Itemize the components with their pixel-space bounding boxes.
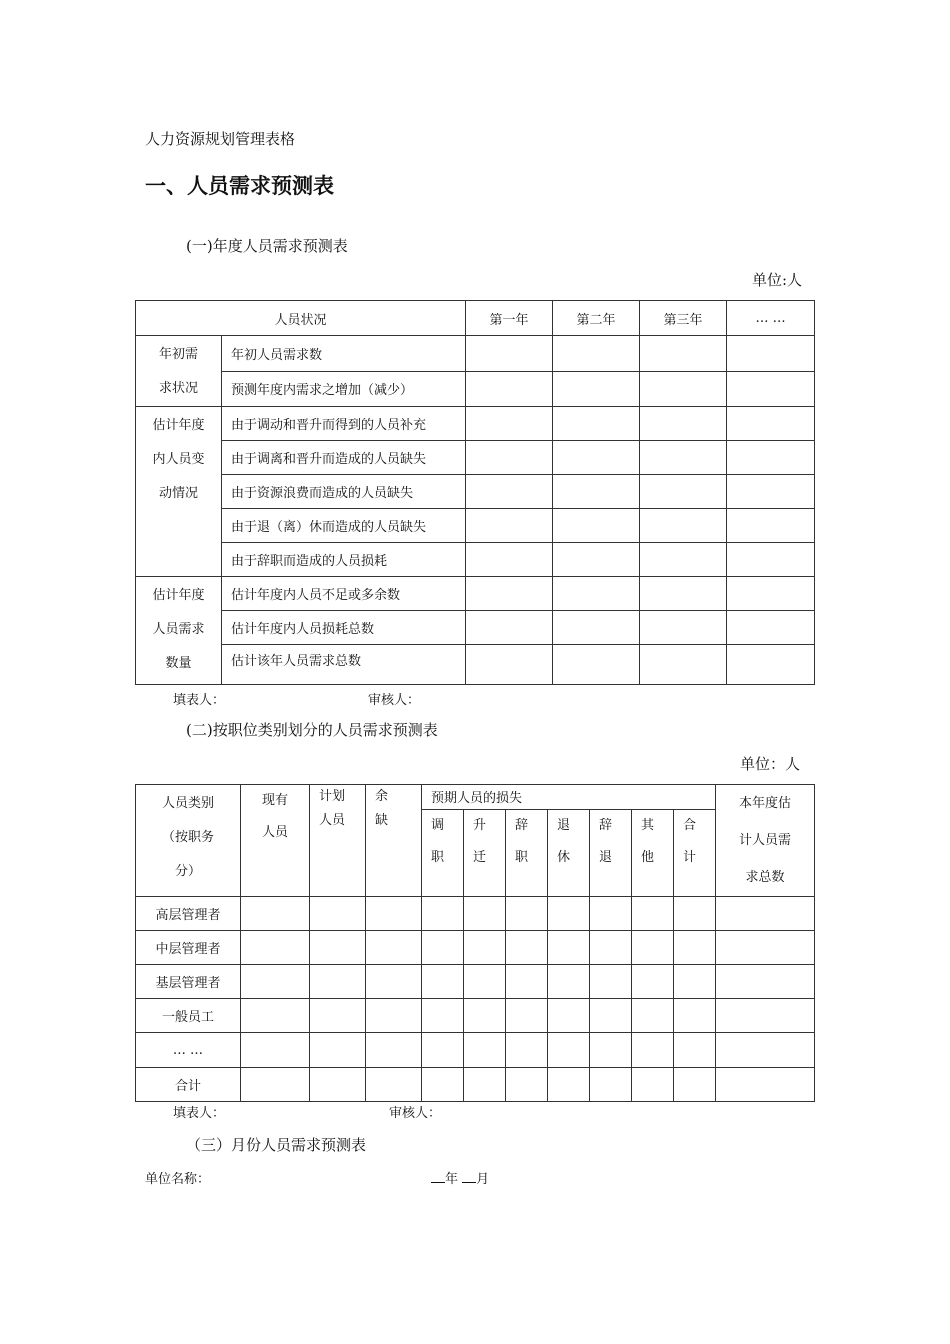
header-current: 现有 人员 (241, 785, 310, 897)
data-cell[interactable] (553, 577, 640, 611)
group-label: 估计年度 内人员变 动情况 (136, 407, 222, 577)
data-cell[interactable] (366, 931, 422, 965)
data-cell[interactable] (727, 371, 815, 407)
data-cell[interactable] (548, 999, 590, 1033)
data-cell[interactable] (506, 999, 548, 1033)
header-loss-group: 预期人员的损失 (422, 785, 716, 810)
header-loss-promotion: 升 迁 (464, 809, 506, 896)
data-cell[interactable] (553, 645, 640, 685)
row-item: 由于调动和晋升而得到的人员补充 (222, 407, 466, 441)
data-cell[interactable] (553, 407, 640, 441)
table1-unit: 单位:人 (752, 271, 803, 289)
year-blank[interactable] (431, 1170, 445, 1183)
data-cell[interactable] (310, 999, 366, 1033)
data-cell[interactable] (716, 931, 815, 965)
data-cell[interactable] (632, 999, 674, 1033)
data-cell[interactable] (716, 965, 815, 999)
data-cell[interactable] (241, 999, 310, 1033)
data-cell[interactable] (466, 475, 553, 509)
row-item: 估计年度内人员损耗总数 (222, 611, 466, 645)
data-cell[interactable] (553, 543, 640, 577)
data-cell[interactable] (464, 965, 506, 999)
data-cell[interactable] (674, 1033, 716, 1068)
data-cell[interactable] (241, 931, 310, 965)
annual-demand-table (135, 300, 815, 685)
data-cell[interactable] (640, 371, 727, 407)
data-cell[interactable] (241, 965, 310, 999)
header-plan: 计划 人员 (310, 785, 366, 897)
data-cell[interactable] (422, 1068, 464, 1102)
group-label: 年初需 求状况 (136, 336, 222, 407)
month-blank[interactable] (462, 1170, 476, 1183)
data-cell[interactable] (727, 645, 815, 685)
data-cell[interactable] (464, 1033, 506, 1068)
data-cell[interactable] (727, 611, 815, 645)
data-cell[interactable] (506, 1033, 548, 1068)
data-cell[interactable] (727, 407, 815, 441)
data-cell[interactable] (466, 611, 553, 645)
data-cell[interactable] (422, 965, 464, 999)
data-cell[interactable] (727, 336, 815, 372)
data-cell[interactable] (310, 1068, 366, 1102)
data-cell[interactable] (241, 897, 310, 931)
data-cell[interactable] (553, 336, 640, 372)
data-cell[interactable] (422, 897, 464, 931)
table3-unit-name-label: 单位名称： (145, 1172, 211, 1187)
data-cell[interactable] (640, 475, 727, 509)
table2-unit: 单位：人 (740, 755, 801, 773)
data-cell[interactable] (640, 543, 727, 577)
data-cell[interactable] (590, 999, 632, 1033)
data-cell[interactable] (553, 475, 640, 509)
data-cell[interactable] (640, 407, 727, 441)
data-cell[interactable] (466, 543, 553, 577)
header-loss-resign: 辞 职 (506, 809, 548, 896)
data-cell[interactable] (310, 1033, 366, 1068)
data-cell[interactable] (506, 931, 548, 965)
data-cell[interactable] (727, 577, 815, 611)
row-item: 由于调离和晋升而造成的人员缺失 (222, 441, 466, 475)
table2-reviewer-label: 审核人： (389, 1106, 442, 1121)
data-cell[interactable] (640, 611, 727, 645)
data-cell[interactable] (466, 645, 553, 685)
data-cell[interactable] (716, 999, 815, 1033)
table1-title: (一)年度人员需求预测表 (186, 237, 348, 255)
data-cell[interactable] (674, 897, 716, 931)
position-demand-table (135, 784, 815, 1102)
table1-reviewer-label: 审核人： (368, 693, 421, 708)
header-year1: 第一年 (466, 301, 553, 336)
data-cell[interactable] (366, 1033, 422, 1068)
data-cell[interactable] (640, 645, 727, 685)
data-cell[interactable] (632, 897, 674, 931)
header-loss-retire: 退 休 (548, 809, 590, 896)
data-cell[interactable] (241, 1033, 310, 1068)
data-cell[interactable] (506, 965, 548, 999)
data-cell[interactable] (553, 611, 640, 645)
section-title: 一、人员需求预测表 (145, 174, 334, 198)
table2-filler-label: 填表人： (173, 1106, 226, 1121)
data-cell[interactable] (241, 1068, 310, 1102)
data-cell[interactable] (506, 1068, 548, 1102)
header-loss-sum: 合 计 (674, 809, 716, 896)
group-label: 估计年度 人员需求 数量 (136, 577, 222, 685)
data-cell[interactable] (466, 441, 553, 475)
header-status: 人员状况 (136, 301, 466, 336)
data-cell[interactable] (632, 931, 674, 965)
row-item: 由于资源浪费而造成的人员缺失 (222, 475, 466, 509)
header-loss-dismiss: 辞 退 (590, 809, 632, 896)
data-cell[interactable] (466, 336, 553, 372)
data-cell[interactable] (366, 1068, 422, 1102)
data-cell[interactable] (366, 897, 422, 931)
data-cell[interactable] (466, 577, 553, 611)
data-cell[interactable] (464, 1068, 506, 1102)
data-cell[interactable] (506, 897, 548, 931)
data-cell[interactable] (422, 999, 464, 1033)
data-cell[interactable] (640, 336, 727, 372)
data-cell[interactable] (632, 965, 674, 999)
header-more: … … (727, 301, 815, 336)
data-cell[interactable] (466, 371, 553, 407)
header-category: 人员类别 （按职务 分） (136, 785, 241, 897)
data-cell[interactable] (590, 931, 632, 965)
header-loss-other: 其 他 (632, 809, 674, 896)
document-title: 人力资源规划管理表格 (145, 130, 296, 148)
data-cell[interactable] (466, 509, 553, 543)
data-cell[interactable] (366, 965, 422, 999)
data-cell[interactable] (310, 931, 366, 965)
data-cell[interactable] (640, 441, 727, 475)
data-cell[interactable] (727, 475, 815, 509)
row-category: 合计 (136, 1068, 241, 1102)
data-cell[interactable] (422, 1033, 464, 1068)
data-cell[interactable] (548, 1068, 590, 1102)
data-cell[interactable] (640, 509, 727, 543)
data-cell[interactable] (464, 931, 506, 965)
data-cell[interactable] (464, 897, 506, 931)
data-cell[interactable] (310, 965, 366, 999)
row-item: 由于辞职而造成的人员损耗 (222, 543, 466, 577)
data-cell[interactable] (632, 1068, 674, 1102)
row-category: 高层管理者 (136, 897, 241, 931)
row-item: 预测年度内需求之增加（减少） (222, 371, 466, 407)
header-surplus: 余 缺 (366, 785, 422, 897)
data-cell[interactable] (590, 897, 632, 931)
row-item: 估计该年人员需求总数 (222, 645, 466, 685)
data-cell[interactable] (548, 965, 590, 999)
data-cell[interactable] (716, 1033, 815, 1068)
data-cell[interactable] (727, 543, 815, 577)
row-category: 中层管理者 (136, 931, 241, 965)
header-year2: 第二年 (553, 301, 640, 336)
header-loss-transfer: 调 职 (422, 809, 464, 896)
data-cell[interactable] (548, 897, 590, 931)
data-cell[interactable] (674, 1068, 716, 1102)
data-cell[interactable] (422, 931, 464, 965)
data-cell[interactable] (674, 965, 716, 999)
data-cell[interactable] (466, 407, 553, 441)
data-cell[interactable] (674, 999, 716, 1033)
data-cell[interactable] (548, 1033, 590, 1068)
data-cell[interactable] (553, 441, 640, 475)
data-cell[interactable] (553, 509, 640, 543)
row-item: 由于退（离）休而造成的人员缺失 (222, 509, 466, 543)
data-cell[interactable] (366, 999, 422, 1033)
data-cell[interactable] (310, 897, 366, 931)
row-item: 年初人员需求数 (222, 336, 466, 372)
data-cell[interactable] (727, 441, 815, 475)
data-cell[interactable] (548, 931, 590, 965)
data-cell[interactable] (590, 965, 632, 999)
row-category: 基层管理者 (136, 965, 241, 999)
data-cell[interactable] (590, 1068, 632, 1102)
header-total: 本年度估 计人员需 求总数 (716, 785, 815, 897)
data-cell[interactable] (632, 1033, 674, 1068)
row-category: 一般员工 (136, 999, 241, 1033)
data-cell[interactable] (674, 931, 716, 965)
data-cell[interactable] (464, 999, 506, 1033)
data-cell[interactable] (716, 897, 815, 931)
table3-date-line: 年 月 (431, 1168, 489, 1187)
table3-title: （三）月份人员需求预测表 (186, 1136, 367, 1154)
data-cell[interactable] (716, 1068, 815, 1102)
row-item: 估计年度内人员不足或多余数 (222, 577, 466, 611)
data-cell[interactable] (727, 509, 815, 543)
header-year3: 第三年 (640, 301, 727, 336)
data-cell[interactable] (590, 1033, 632, 1068)
row-category: … … (136, 1033, 241, 1068)
data-cell[interactable] (640, 577, 727, 611)
table1-filler-label: 填表人： (173, 693, 226, 708)
table2-title: (二)按职位类别划分的人员需求预测表 (186, 721, 438, 739)
data-cell[interactable] (553, 371, 640, 407)
